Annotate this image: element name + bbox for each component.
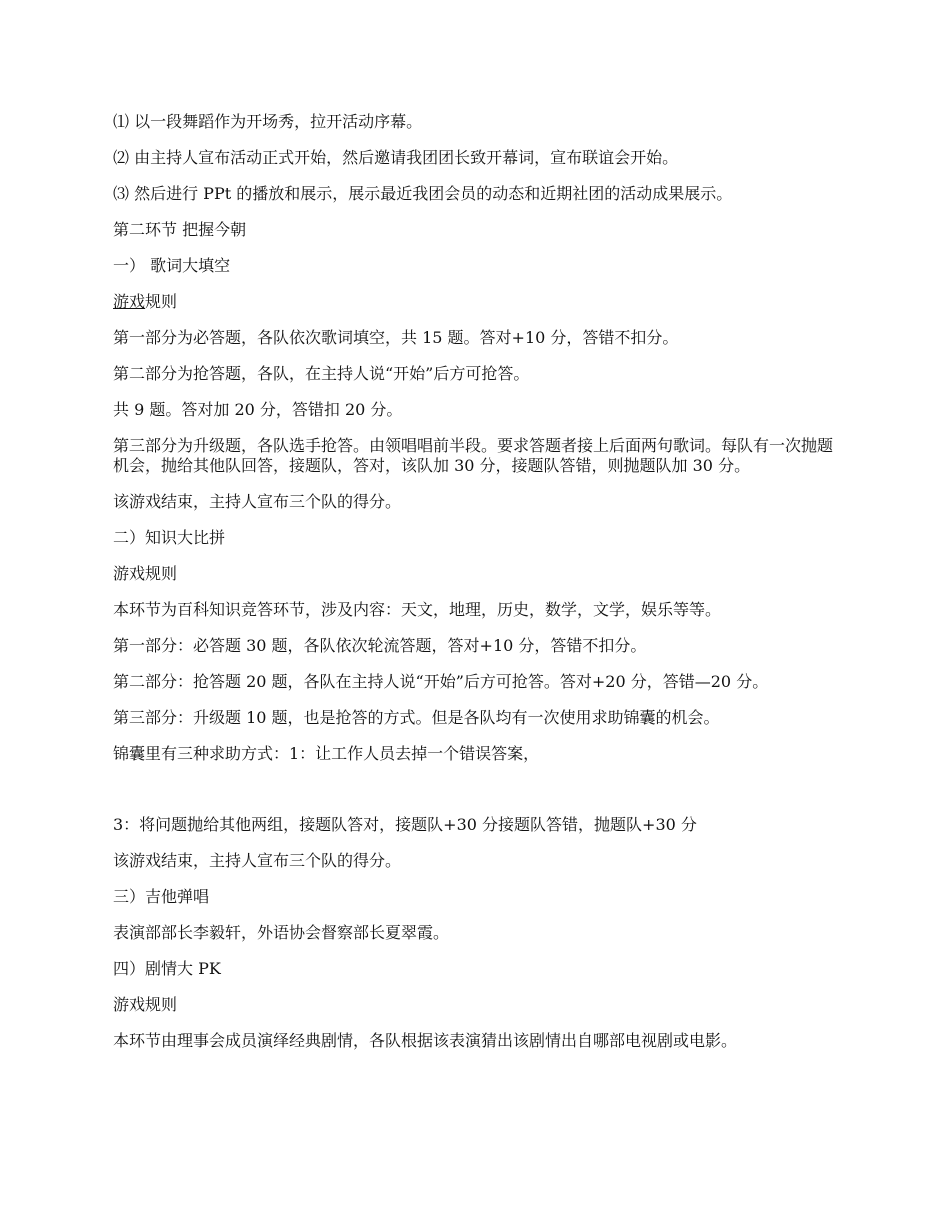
- paragraph-game-end-2: 该游戏结束，主持人宣布三个队的得分。: [113, 851, 402, 870]
- rules-label-1: [113, 292, 843, 312]
- paragraph-knowledge-part2: 第二部分：抢答题 20 题，各队在主持人说“开始”后方可抢答。答对+20 分，答错—20 分。: [113, 672, 769, 691]
- rules-rest-word: 规则: [145, 292, 178, 311]
- paragraph-9-questions: 共 9 题。答对加 20 分，答错扣 20 分。: [113, 400, 403, 419]
- paragraph-performers: 表演部部长李毅轩，外语协会督察部长夏翠霞。: [113, 923, 450, 942]
- subheading-knowledge: 二）知识大比拼: [113, 528, 226, 547]
- paragraph-knowledge-part1: 第一部分：必答题 30 题，各队依次轮流答题，答对+10 分，答错不扣分。: [113, 636, 647, 655]
- paragraph-knowledge-intro: 本环节为百科知识竞答环节，涉及内容：天文，地理，历史，数学，文学，娱乐等等。: [113, 600, 722, 619]
- paragraph-opening-dance: ⑴ 以一段舞蹈作为开场秀，拉开活动序幕。: [113, 112, 423, 131]
- paragraph-part2-buzzer: 第二部分为抢答题，各队，在主持人说“开始”后方可抢答。: [113, 364, 530, 383]
- paragraph-help-options: 锦囊里有三种求助方式：1：让工作人员去掉一个错误答案，: [113, 744, 540, 763]
- rules-label-2: 游戏规则: [113, 564, 178, 583]
- paragraph-knowledge-part3: 第三部分：升级题 10 题，也是抢答的方式。但是各队均有一次使用求助锦囊的机会。: [113, 708, 720, 727]
- subheading-lyrics-fill: 一） 歌词大填空: [113, 256, 231, 275]
- paragraph-part3-upgrade: 第三部分为升级题，各队选手抢答。由领唱唱前半段。要求答题者接上后面两句歌词。每队有一次抛题机会，抛给其他队回答，接题队，答对，该队加 30 分，接题队答错，则抛题队加 30 分。: [113, 436, 834, 475]
- subheading-drama-pk: 四）剧情大 PK: [113, 959, 221, 978]
- paragraph-ppt-show: ⑶ 然后进行 PPt 的播放和展示，展示最近我团会员的动态和近期社团的活动成果展示。: [113, 184, 733, 203]
- blank-gap: [113, 780, 843, 815]
- paragraph-help-option-3: 3：将问题抛给其他两组，接题队答对，接题队+30 分接题队答错，抛题队+30 分: [113, 815, 697, 834]
- paragraph-drama-intro: 本环节由理事会成员演绎经典剧情，各队根据该表演猜出该剧情出自哪部电视剧或电影。: [113, 1031, 738, 1050]
- section-heading-part2: 第二环节 把握今朝: [113, 220, 247, 239]
- paragraph-part1-required: 第一部分为必答题，各队依次歌词填空，共 15 题。答对+10 分，答错不扣分。: [113, 328, 679, 347]
- paragraph-game-end-1: 该游戏结束，主持人宣布三个队的得分。: [113, 492, 402, 511]
- paragraph-host-announce: ⑵ 由主持人宣布活动正式开始，然后邀请我团团长致开幕词，宣布联谊会开始。: [113, 148, 679, 167]
- rules-underlined-word: 游戏: [113, 292, 146, 311]
- document-body: [113, 112, 843, 1067]
- rules-label-3: 游戏规则: [113, 995, 178, 1014]
- subheading-guitar: 三）吉他弹唱: [113, 887, 210, 906]
